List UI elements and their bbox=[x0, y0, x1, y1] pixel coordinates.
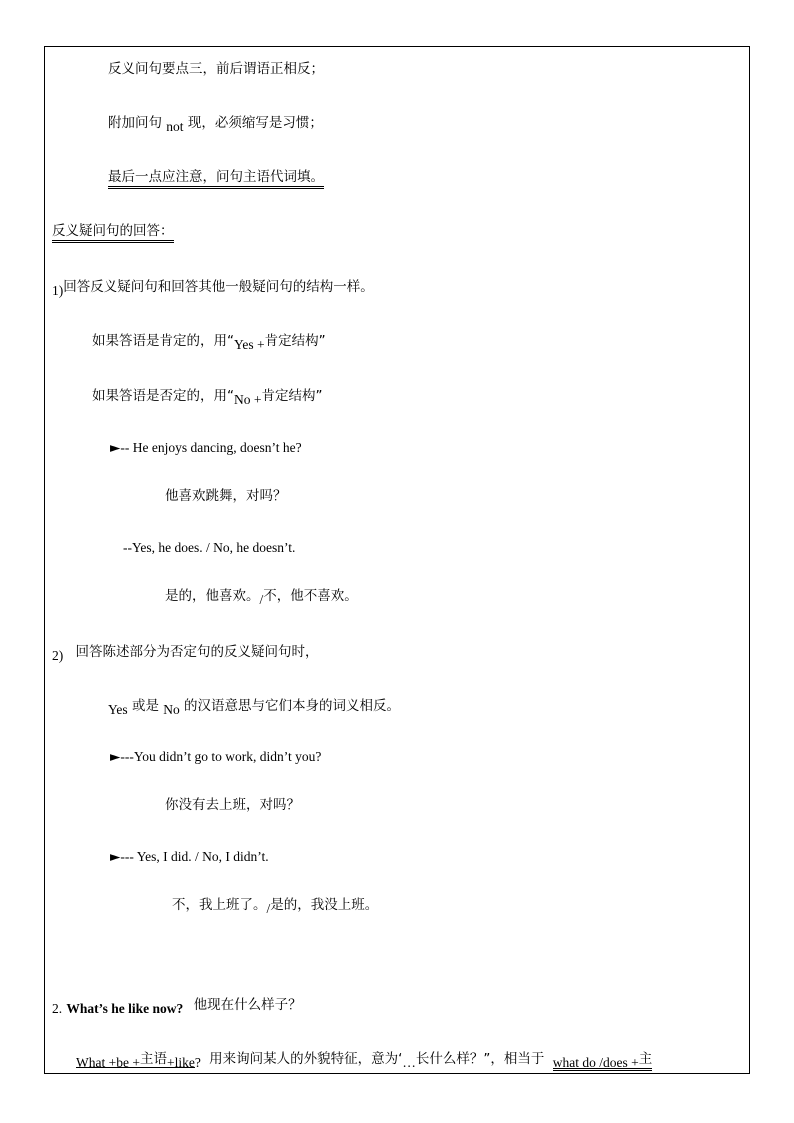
item1-no-rule bbox=[92, 387, 323, 405]
rule-tag-question bbox=[108, 114, 323, 132]
item1-example-q-cn-text: 他喜欢跳舞，对吗？ bbox=[165, 488, 287, 504]
item1-example-a-text: --Yes, he does. / No, he doesn’t. bbox=[123, 540, 296, 555]
item1-no-word: No + bbox=[234, 392, 262, 407]
item1-example-answer bbox=[123, 539, 295, 557]
item2-number: 2) bbox=[52, 648, 64, 663]
item1-yes-word: Yes + bbox=[234, 337, 265, 352]
item1-example-question-cn bbox=[165, 487, 287, 505]
item2-example-q-cn-text: 你没有去上班，对吗？ bbox=[165, 797, 300, 813]
rule-last-point bbox=[108, 168, 324, 186]
equiv-subject: 主 bbox=[638, 1051, 653, 1067]
item1-no-structure: 肯定结构 bbox=[261, 388, 316, 404]
item2-text: 回答陈述部分为否定句的反义疑问句时， bbox=[75, 644, 319, 660]
pattern-desc-b: 长什么样？ bbox=[415, 1051, 484, 1067]
pattern-desc-c: ，相当于 bbox=[490, 1051, 545, 1067]
rule-point-three bbox=[108, 60, 324, 78]
quote-close: ” bbox=[315, 388, 323, 404]
item1-number: 1) bbox=[52, 283, 64, 298]
item2-mid-a: 或是 bbox=[131, 698, 159, 714]
pattern-what-be: What +be + bbox=[76, 1055, 140, 1070]
item1-no-text: 如果答语是否定的，用 bbox=[92, 388, 227, 404]
item1-yes-text: 如果答语是肯定的，用 bbox=[92, 333, 227, 349]
arrow-bullet-icon: ► bbox=[110, 849, 121, 865]
page-frame bbox=[44, 46, 750, 1074]
item1-title bbox=[52, 278, 374, 296]
answers-heading bbox=[52, 222, 174, 240]
quote-close: ” bbox=[318, 333, 326, 349]
slash: / bbox=[266, 901, 271, 916]
item2-example-question bbox=[110, 748, 321, 766]
section2-title bbox=[52, 996, 302, 1014]
item2-meaning-rule bbox=[108, 697, 400, 715]
item1-example-answer-cn bbox=[165, 587, 358, 605]
rule-tag-text-b: 现，必须缩写是习惯； bbox=[187, 115, 323, 131]
rule-tag-not: not bbox=[166, 119, 184, 134]
item1-yes-structure: 肯定结构 bbox=[264, 333, 319, 349]
item2-yes-word: Yes bbox=[108, 702, 128, 717]
rule-last-point-text: 最后一点应注意，问句主语代词填。 bbox=[108, 169, 324, 189]
pattern-desc-a: 用来询问某人的外貌特征，意为 bbox=[209, 1051, 399, 1067]
item2-mid-b: 的汉语意思与它们本身的词义相反。 bbox=[184, 698, 401, 714]
item1-text: 回答反义疑问句和回答其他一般疑问句的结构一样。 bbox=[63, 279, 374, 295]
section2-question-cn: 他现在什么样子？ bbox=[193, 997, 302, 1013]
ellipsis: … bbox=[402, 1055, 416, 1070]
item1-example-a-cn-b: 不，他不喜欢。 bbox=[263, 588, 358, 604]
section2-pattern-line bbox=[76, 1050, 652, 1068]
quote-close: ” bbox=[483, 1051, 491, 1067]
section2-question: What’s he like now? bbox=[66, 1001, 184, 1016]
quote-open: ‘ bbox=[398, 1051, 403, 1067]
slash: / bbox=[259, 592, 264, 607]
item2-example-q-text: ---You didn’t go to work, didn’t you? bbox=[120, 749, 322, 764]
section2-number: 2. bbox=[52, 1001, 63, 1016]
rule-tag-text-a: 附加问句 bbox=[108, 115, 162, 131]
pattern-subject: 主语 bbox=[139, 1051, 167, 1067]
item1-example-question bbox=[110, 439, 302, 457]
quote-open: “ bbox=[227, 388, 234, 404]
answers-heading-text: 反义疑问句的回答： bbox=[52, 223, 174, 243]
quote-open: “ bbox=[227, 333, 234, 349]
item1-example-q-text: -- He enjoys dancing, doesn’t he? bbox=[120, 440, 302, 455]
item2-example-a-cn-a: 不，我上班了。 bbox=[172, 897, 267, 913]
item2-example-answer-cn bbox=[172, 896, 378, 914]
arrow-bullet-icon: ► bbox=[110, 749, 121, 765]
arrow-bullet-icon: ► bbox=[110, 440, 121, 456]
rule-point-three-text: 反义问句要点三，前后谓语正相反； bbox=[108, 61, 324, 77]
equiv-what-do: what do /does + bbox=[552, 1055, 639, 1070]
pattern-qmark: ? bbox=[194, 1055, 201, 1070]
item2-title bbox=[52, 643, 319, 661]
pattern-like: +like bbox=[166, 1055, 195, 1070]
item1-example-a-cn-a: 是的，他喜欢。 bbox=[165, 588, 260, 604]
item2-example-a-text: --- Yes, I did. / No, I didn’t. bbox=[120, 849, 269, 864]
item2-no-word: No bbox=[163, 702, 180, 717]
item2-example-answer bbox=[110, 848, 269, 866]
item2-example-a-cn-b: 是的，我没上班。 bbox=[270, 897, 379, 913]
item1-yes-rule bbox=[92, 332, 326, 350]
item2-example-question-cn bbox=[165, 796, 300, 814]
